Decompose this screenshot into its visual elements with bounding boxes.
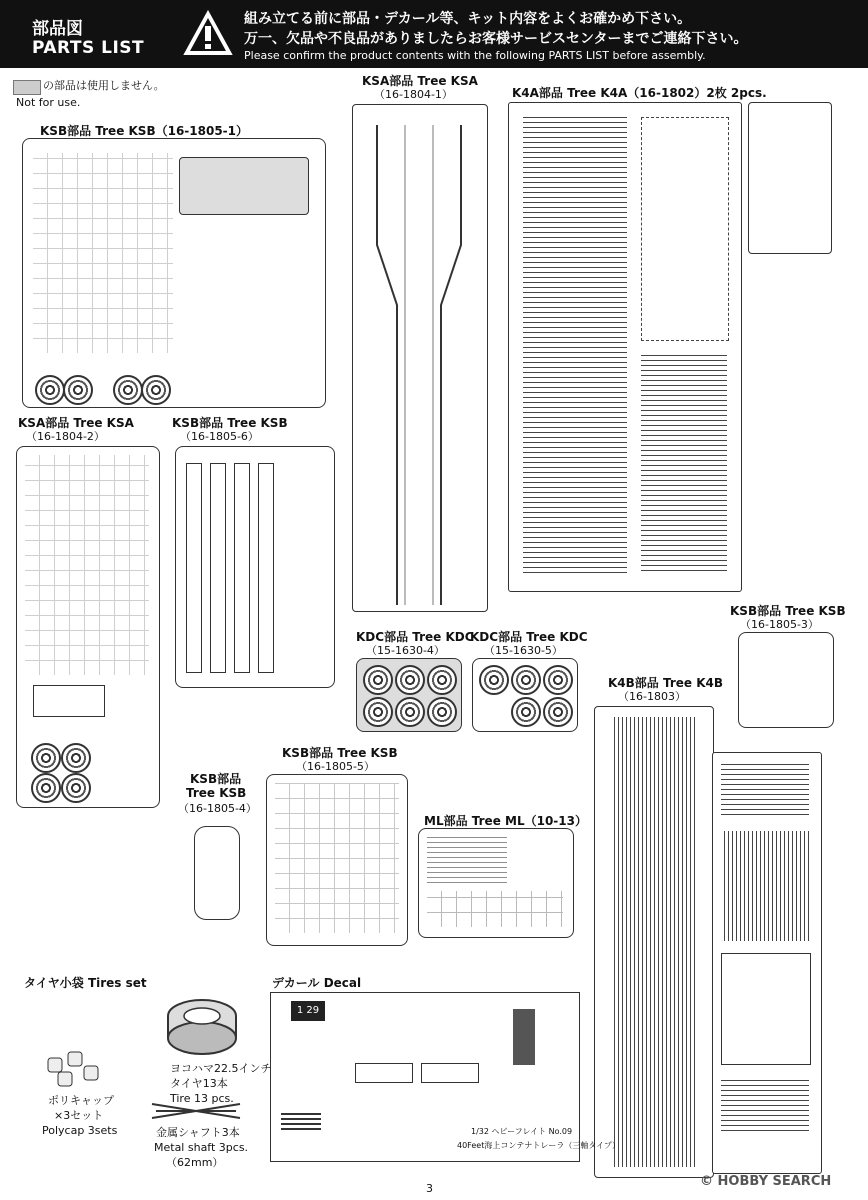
shaft-en: Metal shaft 3pcs. bbox=[154, 1141, 249, 1154]
decal-plate: 1 29 bbox=[291, 1001, 325, 1021]
ksa2-wheel bbox=[31, 743, 61, 773]
decal-caption-2: 40Feet海上コンテナトレーラ（三軸タイプ） bbox=[457, 1141, 621, 1150]
tree-kdc4-code: （15-1630-4） bbox=[366, 644, 445, 657]
kdc5-wheel bbox=[543, 665, 573, 695]
tire-en: Tire 13 pcs. bbox=[170, 1092, 234, 1105]
warning-icon bbox=[183, 10, 233, 56]
ksa2-wheel bbox=[31, 773, 61, 803]
tree-k4a-small-frame bbox=[748, 102, 832, 254]
tree-k4b-code: （16-1803） bbox=[618, 690, 686, 703]
k4b-door bbox=[721, 1079, 809, 1135]
polycap-ja-2: ×3セット bbox=[54, 1109, 104, 1122]
tree-k4a-title: K4A部品 Tree K4A（16-1802）2枚 2pcs. bbox=[512, 86, 767, 100]
ksb1-wheel bbox=[63, 375, 93, 405]
tree-ksb5-code: （16-1805-5） bbox=[296, 760, 375, 773]
kdc4-wheel bbox=[427, 697, 457, 727]
tree-ksa1-code: （16-1804-1） bbox=[374, 88, 453, 101]
ksb1-wheel bbox=[35, 375, 65, 405]
tree-ksb4-code: （16-1805-4） bbox=[178, 802, 257, 815]
tree-ksa2-title: KSA部品 Tree KSA bbox=[18, 416, 134, 430]
ksb1-wheel bbox=[113, 375, 143, 405]
kdc5-wheel bbox=[511, 665, 541, 695]
ksa2-wheel bbox=[61, 743, 91, 773]
tree-k4b-doors-frame bbox=[712, 752, 822, 1174]
decal-panel bbox=[421, 1063, 479, 1083]
tree-ksb5-frame bbox=[266, 774, 408, 946]
k4b-side-panel bbox=[611, 717, 697, 1167]
k4a-side-panel bbox=[523, 117, 627, 577]
tree-ksa1-title: KSA部品 Tree KSA bbox=[362, 74, 478, 88]
k4b-door bbox=[721, 831, 809, 941]
decal-caption-1: 1/32 ヘビーフレイト No.09 bbox=[471, 1127, 573, 1136]
tree-kdc4-title: KDC部品 Tree KDC bbox=[356, 630, 474, 644]
kdc4-wheel bbox=[395, 665, 425, 695]
page-number: 3 bbox=[426, 1182, 433, 1195]
tree-ksb3-code: （16-1805-3） bbox=[740, 618, 819, 631]
polycap-icon bbox=[44, 1048, 104, 1090]
not-used-swatch bbox=[13, 80, 41, 95]
k4b-door bbox=[721, 763, 809, 819]
tree-ksa1-frame bbox=[352, 104, 488, 612]
ksb6-rail bbox=[186, 463, 202, 673]
tires-set-title: タイヤ小袋 Tires set bbox=[24, 976, 147, 990]
tree-ksb3-title: KSB部品 Tree KSB bbox=[730, 604, 846, 618]
kdc4-wheel bbox=[427, 665, 457, 695]
k4a-roof-panel bbox=[641, 117, 729, 341]
tire-ja-1: ヨコハマ22.5インチ bbox=[170, 1062, 272, 1075]
decal-block bbox=[513, 1009, 535, 1065]
tree-ksb1-title: KSB部品 Tree KSB（16-1805-1） bbox=[40, 124, 249, 138]
ksa2-wheel bbox=[61, 773, 91, 803]
ksb1-unused-area bbox=[179, 157, 309, 215]
notice-line-2: 万一、欠品や不良品がありましたらお客様サービスセンターまでご連絡下さい。 bbox=[244, 31, 748, 47]
kdc4-wheel bbox=[363, 665, 393, 695]
decal-sheet bbox=[270, 992, 621, 1162]
polycap-ja-1: ポリキャップ bbox=[48, 1094, 114, 1107]
tree-kdc5-code: （15-1630-5） bbox=[484, 644, 563, 657]
page-title-en: PARTS LIST bbox=[32, 38, 145, 58]
tree-ksb6-code: （16-1805-6） bbox=[180, 430, 259, 443]
tire-ja-2: タイヤ13本 bbox=[170, 1077, 228, 1090]
tree-ksb6-title: KSB部品 Tree KSB bbox=[172, 416, 288, 430]
ksa2-plate bbox=[33, 685, 105, 717]
tree-ksb5-title: KSB部品 Tree KSB bbox=[282, 746, 398, 760]
decal-title: デカール Decal bbox=[272, 976, 362, 990]
tree-ksb4-frame bbox=[194, 826, 240, 920]
ksb1-wheel bbox=[141, 375, 171, 405]
metal-shaft-icon bbox=[150, 1100, 242, 1122]
ksb6-rail bbox=[210, 463, 226, 673]
ksb6-rail bbox=[234, 463, 250, 673]
notice-line-3: Please confirm the product contents with the following PARTS LIST before assembly. bbox=[244, 49, 706, 62]
tree-ml-frame bbox=[418, 828, 574, 938]
legend-ja: の部品は使用しません。 bbox=[43, 79, 165, 92]
page-title-ja: 部品図 bbox=[32, 19, 83, 39]
ksb6-rail bbox=[258, 463, 274, 673]
tree-ksa2-code: （16-1804-2） bbox=[26, 430, 105, 443]
tree-ksb3-frame bbox=[738, 632, 834, 728]
watermark: © HOBBY SEARCH bbox=[700, 1174, 832, 1189]
decal-panel bbox=[355, 1063, 413, 1083]
tree-ksa2-frame bbox=[16, 446, 160, 808]
header-banner bbox=[0, 0, 868, 68]
tree-kdc5-frame bbox=[472, 658, 578, 732]
polycap-en: Polycap 3sets bbox=[42, 1124, 118, 1137]
kdc4-wheel bbox=[395, 697, 425, 727]
tree-ksb1-frame bbox=[22, 138, 326, 408]
tree-k4a-frame bbox=[508, 102, 742, 592]
tree-ksb4-title-en: Tree KSB bbox=[186, 786, 247, 800]
kdc4-wheel bbox=[363, 697, 393, 727]
k4b-door bbox=[721, 953, 811, 1065]
shaft-size: （62mm） bbox=[166, 1156, 224, 1169]
kdc5-wheel bbox=[479, 665, 509, 695]
decal-stripes bbox=[281, 1113, 321, 1133]
chassis-frame-outline bbox=[353, 105, 487, 611]
tire-icon bbox=[166, 996, 238, 1056]
kdc5-wheel bbox=[511, 697, 541, 727]
tree-ksb6-frame bbox=[175, 446, 335, 688]
tree-ml-title: ML部品 Tree ML（10-13） bbox=[424, 814, 587, 828]
tree-k4b-frame bbox=[594, 706, 714, 1178]
kdc5-wheel bbox=[543, 697, 573, 727]
legend-en: Not for use. bbox=[16, 96, 81, 109]
tree-kdc4-frame bbox=[356, 658, 462, 732]
shaft-ja: 金属シャフト3本 bbox=[156, 1126, 240, 1139]
tree-ksb4-title-ja: KSB部品 bbox=[190, 772, 242, 786]
tree-k4b-title: K4B部品 Tree K4B bbox=[608, 676, 724, 690]
notice-line-1: 組み立てる前に部品・デカール等、キット内容をよくお確かめ下さい。 bbox=[244, 11, 692, 27]
tree-kdc5-title: KDC部品 Tree KDC bbox=[470, 630, 588, 644]
k4a-end-panel bbox=[641, 353, 727, 575]
